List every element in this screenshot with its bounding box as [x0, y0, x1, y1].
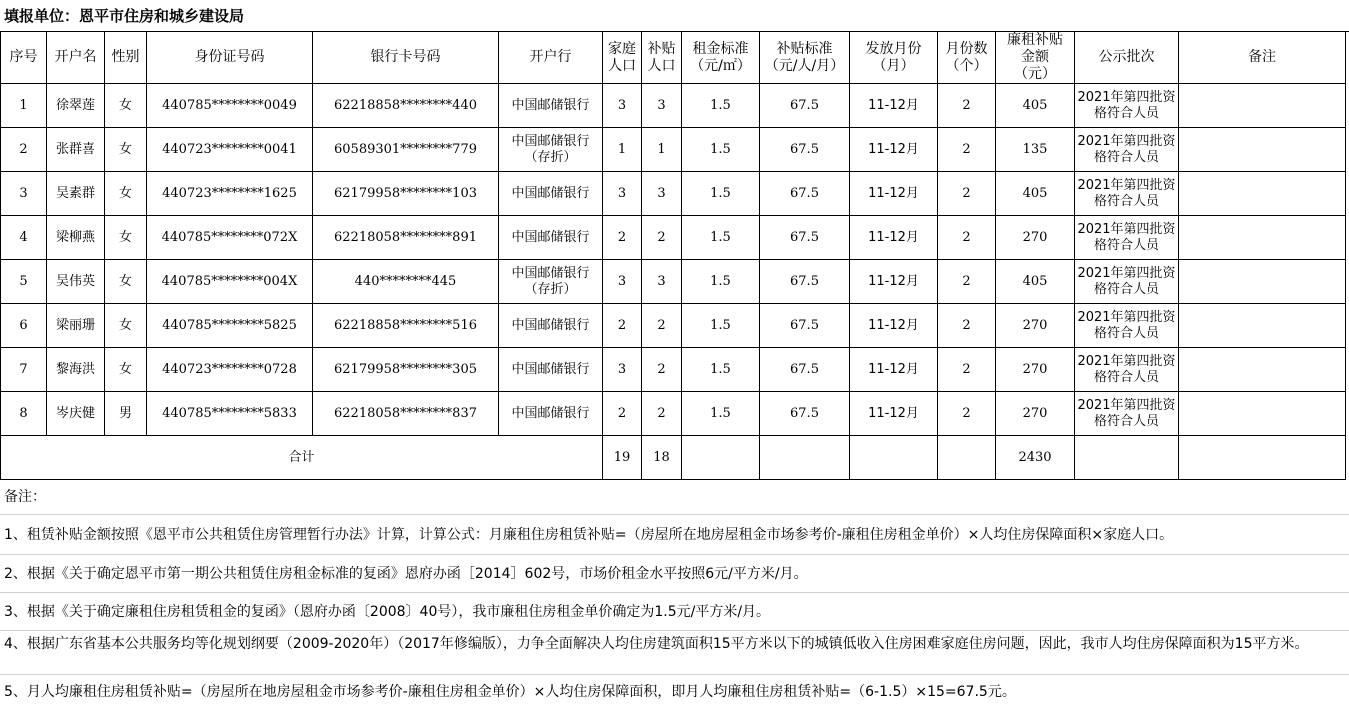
cell-amount: 135	[996, 128, 1075, 172]
column-header: 开户名	[47, 32, 105, 84]
column-header: 公示批次	[1075, 32, 1179, 84]
cell-standard: 67.5	[760, 348, 850, 392]
cell-gender: 男	[105, 392, 147, 436]
total-row	[1, 436, 1346, 480]
cell-month-count: 2	[938, 304, 996, 348]
table-row	[1, 216, 1346, 260]
column-header: 月份数 （个）	[938, 32, 996, 84]
cell-bank: 中国邮储银行	[499, 216, 603, 260]
cell-standard: 67.5	[760, 304, 850, 348]
notes-heading: 备注：	[0, 479, 1349, 515]
cell-subsidy-people: 3	[642, 260, 682, 304]
empty-cell	[682, 436, 760, 480]
cell-id: 440785********5833	[147, 392, 313, 436]
cell-bank: 中国邮储银行（存折）	[499, 260, 603, 304]
cell-card: 62218858********440	[313, 84, 499, 128]
column-header: 补贴标准 （元/人/月）	[760, 32, 850, 84]
total-amount: 2430	[996, 436, 1075, 480]
cell-card: 440********445	[313, 260, 499, 304]
cell-months: 11-12月	[850, 260, 938, 304]
cell-month-count: 2	[938, 348, 996, 392]
column-header: 身份证号码	[147, 32, 313, 84]
cell-batch: 2021年第四批资格符合人员	[1075, 128, 1179, 172]
cell-family: 2	[603, 216, 642, 260]
cell-name: 岑庆健	[47, 392, 105, 436]
column-header: 性别	[105, 32, 147, 84]
table-row	[1, 392, 1346, 436]
cell-amount: 270	[996, 348, 1075, 392]
cell-gender: 女	[105, 260, 147, 304]
cell-no: 2	[1, 128, 47, 172]
cell-batch: 2021年第四批资格符合人员	[1075, 348, 1179, 392]
empty-cell	[760, 436, 850, 480]
cell-id: 440785********0049	[147, 84, 313, 128]
cell-remark	[1179, 84, 1346, 128]
cell-rent: 1.5	[682, 128, 760, 172]
total-family: 19	[603, 436, 642, 480]
cell-standard: 67.5	[760, 172, 850, 216]
cell-no: 5	[1, 260, 47, 304]
cell-subsidy-people: 3	[642, 84, 682, 128]
cell-standard: 67.5	[760, 392, 850, 436]
total-label: 合计	[1, 436, 603, 480]
cell-no: 8	[1, 392, 47, 436]
cell-standard: 67.5	[760, 128, 850, 172]
cell-bank: 中国邮储银行	[499, 348, 603, 392]
cell-months: 11-12月	[850, 128, 938, 172]
column-header: 序号	[1, 32, 47, 84]
cell-remark	[1179, 304, 1346, 348]
column-header: 发放月份 （月）	[850, 32, 938, 84]
cell-card: 62179958********305	[313, 348, 499, 392]
cell-family: 3	[603, 348, 642, 392]
note-item: 4、根据广东省基本公共服务均等化规划纲要（2009-2020年）（2017年修编版），力争全面解决人均住房建筑面积15平方米以下的城镇低收入住房困难家庭住房问题，因此，我市人均住房保障面积为15平方米。	[0, 631, 1349, 675]
table-row	[1, 260, 1346, 304]
cell-batch: 2021年第四批资格符合人员	[1075, 216, 1179, 260]
cell-bank: 中国邮储银行	[499, 392, 603, 436]
note-item: 2、根据《关于确定恩平市第一期公共租赁住房租金标准的复函》恩府办函［2014］602号，市场价租金水平按照6元/平方米/月。	[0, 555, 1349, 593]
cell-remark	[1179, 392, 1346, 436]
column-header: 租金标准 （元/㎡）	[682, 32, 760, 84]
cell-name: 梁丽珊	[47, 304, 105, 348]
cell-id: 440785********072X	[147, 216, 313, 260]
cell-standard: 67.5	[760, 84, 850, 128]
cell-bank: 中国邮储银行	[499, 304, 603, 348]
cell-card: 62218058********891	[313, 216, 499, 260]
cell-month-count: 2	[938, 216, 996, 260]
cell-amount: 405	[996, 260, 1075, 304]
empty-cell	[1179, 436, 1346, 480]
subsidy-table	[0, 31, 1346, 480]
empty-cell	[938, 436, 996, 480]
cell-family: 1	[603, 128, 642, 172]
empty-cell	[1075, 436, 1179, 480]
cell-remark	[1179, 348, 1346, 392]
total-subsidy-people: 18	[642, 436, 682, 480]
cell-amount: 405	[996, 172, 1075, 216]
cell-family: 2	[603, 304, 642, 348]
cell-remark	[1179, 128, 1346, 172]
cell-name: 黎海洪	[47, 348, 105, 392]
cell-rent: 1.5	[682, 84, 760, 128]
cell-month-count: 2	[938, 260, 996, 304]
cell-months: 11-12月	[850, 392, 938, 436]
column-header: 补贴 人口	[642, 32, 682, 84]
cell-no: 3	[1, 172, 47, 216]
cell-card: 62218858********516	[313, 304, 499, 348]
column-header: 廉租补贴 金额 （元）	[996, 32, 1075, 84]
cell-no: 6	[1, 304, 47, 348]
cell-bank: 中国邮储银行	[499, 172, 603, 216]
cell-name: 张群喜	[47, 128, 105, 172]
empty-cell	[850, 436, 938, 480]
cell-subsidy-people: 2	[642, 304, 682, 348]
column-header: 家庭 人口	[603, 32, 642, 84]
cell-standard: 67.5	[760, 260, 850, 304]
cell-gender: 女	[105, 304, 147, 348]
cell-months: 11-12月	[850, 348, 938, 392]
cell-month-count: 2	[938, 128, 996, 172]
cell-rent: 1.5	[682, 348, 760, 392]
cell-batch: 2021年第四批资格符合人员	[1075, 84, 1179, 128]
cell-family: 3	[603, 260, 642, 304]
cell-gender: 女	[105, 128, 147, 172]
cell-month-count: 2	[938, 172, 996, 216]
cell-name: 徐翠莲	[47, 84, 105, 128]
table-row	[1, 348, 1346, 392]
cell-gender: 女	[105, 84, 147, 128]
cell-id: 440723********0728	[147, 348, 313, 392]
cell-batch: 2021年第四批资格符合人员	[1075, 392, 1179, 436]
table-row	[1, 128, 1346, 172]
cell-family: 3	[603, 84, 642, 128]
cell-rent: 1.5	[682, 260, 760, 304]
column-header: 银行卡号码	[313, 32, 499, 84]
header-row	[1, 32, 1346, 84]
cell-subsidy-people: 1	[642, 128, 682, 172]
cell-bank: 中国邮储银行（存折）	[499, 128, 603, 172]
cell-no: 1	[1, 84, 47, 128]
table-row	[1, 84, 1346, 128]
cell-subsidy-people: 2	[642, 216, 682, 260]
cell-card: 62179958********103	[313, 172, 499, 216]
cell-months: 11-12月	[850, 84, 938, 128]
cell-gender: 女	[105, 348, 147, 392]
cell-amount: 270	[996, 392, 1075, 436]
column-header: 备注	[1179, 32, 1346, 84]
cell-no: 7	[1, 348, 47, 392]
note-item: 3、根据《关于确定廉租住房租赁租金的复函》（恩府办函〔2008〕40号），我市廉租住房租金单价确定为1.5元/平方米/月。	[0, 593, 1349, 631]
cell-month-count: 2	[938, 84, 996, 128]
cell-months: 11-12月	[850, 216, 938, 260]
cell-gender: 女	[105, 216, 147, 260]
note-item: 5、月人均廉租住房租赁补贴=（房屋所在地房屋租金市场参考价-廉租住房租金单价）×人均住房保障面积，即月人均廉租住房租赁补贴=（6-1.5）×15=67.5元。	[4, 684, 1016, 700]
cell-id: 440723********1625	[147, 172, 313, 216]
cell-name: 梁柳燕	[47, 216, 105, 260]
cell-name: 吴素群	[47, 172, 105, 216]
cell-rent: 1.5	[682, 392, 760, 436]
cell-card: 60589301********779	[313, 128, 499, 172]
cell-remark	[1179, 260, 1346, 304]
column-header: 开户行	[499, 32, 603, 84]
cell-gender: 女	[105, 172, 147, 216]
cell-standard: 67.5	[760, 216, 850, 260]
cell-month-count: 2	[938, 392, 996, 436]
cell-family: 3	[603, 172, 642, 216]
cell-rent: 1.5	[682, 304, 760, 348]
page-title: 填报单位：恩平市住房和城乡建设局	[0, 0, 1349, 32]
cell-family: 2	[603, 392, 642, 436]
cell-remark	[1179, 216, 1346, 260]
cell-amount: 270	[996, 216, 1075, 260]
cell-name: 吴伟英	[47, 260, 105, 304]
cell-id: 440785********5825	[147, 304, 313, 348]
note-item: 1、租赁补贴金额按照《恩平市公共租赁住房管理暂行办法》计算，计算公式：月廉租住房租赁补贴=（房屋所在地房屋租金市场参考价-廉租住房租金单价）×人均住房保障面积×家庭人口。	[0, 515, 1349, 555]
cell-amount: 405	[996, 84, 1075, 128]
cell-amount: 270	[996, 304, 1075, 348]
cell-batch: 2021年第四批资格符合人员	[1075, 172, 1179, 216]
cell-rent: 1.5	[682, 216, 760, 260]
cell-id: 440785********004X	[147, 260, 313, 304]
cell-remark	[1179, 172, 1346, 216]
cell-no: 4	[1, 216, 47, 260]
cell-card: 62218058********837	[313, 392, 499, 436]
cell-rent: 1.5	[682, 172, 760, 216]
cell-subsidy-people: 3	[642, 172, 682, 216]
cell-batch: 2021年第四批资格符合人员	[1075, 304, 1179, 348]
cell-batch: 2021年第四批资格符合人员	[1075, 260, 1179, 304]
cell-months: 11-12月	[850, 304, 938, 348]
cell-subsidy-people: 2	[642, 392, 682, 436]
table-row	[1, 304, 1346, 348]
cell-subsidy-people: 2	[642, 348, 682, 392]
cell-bank: 中国邮储银行	[499, 84, 603, 128]
table-row	[1, 172, 1346, 216]
cell-id: 440723********0041	[147, 128, 313, 172]
cell-months: 11-12月	[850, 172, 938, 216]
